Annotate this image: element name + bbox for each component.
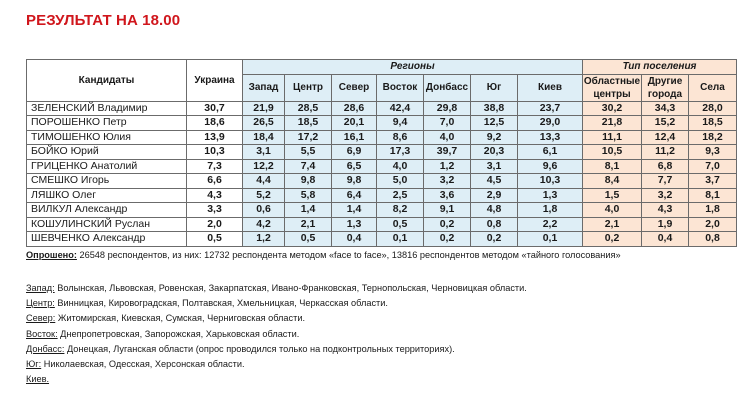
- cell-ukraine: 2,0: [187, 217, 243, 232]
- cell-region-donbass: 0,2: [424, 217, 471, 232]
- candidate-name: ГРИЦЕНКО Анатолий: [27, 159, 187, 174]
- cell-region-south: 20,3: [471, 145, 518, 160]
- candidate-name: ТИМОШЕНКО Юлия: [27, 130, 187, 145]
- cell-region-donbass: 4,0: [424, 130, 471, 145]
- cell-region-east: 42,4: [377, 101, 424, 116]
- cell-region-center: 0,5: [285, 232, 332, 247]
- cell-settlement-regional-centers: 1,5: [583, 188, 642, 203]
- candidate-name: БОЙКО Юрий: [27, 145, 187, 160]
- cell-ukraine: 4,3: [187, 188, 243, 203]
- cell-region-west: 12,2: [243, 159, 285, 174]
- cell-region-donbass: 3,2: [424, 174, 471, 189]
- cell-settlement-other-cities: 1,9: [642, 217, 689, 232]
- cell-region-south: 4,8: [471, 203, 518, 218]
- cell-settlement-villages: 8,1: [689, 188, 737, 203]
- candidate-name: ЛЯШКО Олег: [27, 188, 187, 203]
- cell-settlement-regional-centers: 11,1: [583, 130, 642, 145]
- cell-region-north: 20,1: [332, 116, 377, 131]
- cell-ukraine: 30,7: [187, 101, 243, 116]
- cell-region-kyiv: 13,3: [518, 130, 583, 145]
- header-region-south: Юг: [471, 74, 518, 101]
- cell-region-north: 1,4: [332, 203, 377, 218]
- cell-region-kyiv: 2,2: [518, 217, 583, 232]
- cell-settlement-villages: 1,8: [689, 203, 737, 218]
- table-row: [27, 159, 737, 174]
- cell-settlement-other-cities: 3,2: [642, 188, 689, 203]
- cell-region-center: 7,4: [285, 159, 332, 174]
- cell-region-donbass: 1,2: [424, 159, 471, 174]
- table-row: [27, 116, 737, 131]
- cell-settlement-villages: 0,8: [689, 232, 737, 247]
- cell-ukraine: 6,6: [187, 174, 243, 189]
- cell-region-donbass: 7,0: [424, 116, 471, 131]
- table-row: [27, 188, 737, 203]
- cell-region-west: 26,5: [243, 116, 285, 131]
- cell-settlement-other-cities: 6,8: [642, 159, 689, 174]
- region-note-label: Север:: [26, 313, 56, 324]
- region-note-label: Центр:: [26, 298, 55, 309]
- cell-region-north: 9,8: [332, 174, 377, 189]
- cell-settlement-regional-centers: 30,2: [583, 101, 642, 116]
- cell-region-donbass: 3,6: [424, 188, 471, 203]
- cell-ukraine: 18,6: [187, 116, 243, 131]
- region-note: [26, 327, 527, 342]
- candidate-name: ВИЛКУЛ Александр: [27, 203, 187, 218]
- cell-region-center: 18,5: [285, 116, 332, 131]
- header-region-north: Север: [332, 74, 377, 101]
- cell-region-kyiv: 0,1: [518, 232, 583, 247]
- cell-settlement-other-cities: 15,2: [642, 116, 689, 131]
- cell-region-east: 2,5: [377, 188, 424, 203]
- region-note-label: Киев.: [26, 374, 50, 385]
- header-region-donbass: Донбасс: [424, 74, 471, 101]
- cell-region-south: 9,2: [471, 130, 518, 145]
- cell-region-kyiv: 6,1: [518, 145, 583, 160]
- cell-settlement-regional-centers: 21,8: [583, 116, 642, 131]
- header-settlement-other-cities: Другие города: [642, 74, 689, 101]
- cell-region-east: 17,3: [377, 145, 424, 160]
- cell-settlement-villages: 2,0: [689, 217, 737, 232]
- cell-region-donbass: 9,1: [424, 203, 471, 218]
- cell-settlement-villages: 18,5: [689, 116, 737, 131]
- cell-region-west: 3,1: [243, 145, 285, 160]
- table-row: [27, 174, 737, 189]
- header-region-center: Центр: [285, 74, 332, 101]
- cell-region-east: 9,4: [377, 116, 424, 131]
- cell-region-west: 1,2: [243, 232, 285, 247]
- header-region-west: Запад: [243, 74, 285, 101]
- candidate-name: ЗЕЛЕНСКИЙ Владимир: [27, 101, 187, 116]
- cell-region-north: 1,3: [332, 217, 377, 232]
- region-note-label: Запад:: [26, 283, 55, 293]
- table-row: [27, 101, 737, 116]
- cell-ukraine: 0,5: [187, 232, 243, 247]
- survey-label: Опрошено:: [26, 250, 77, 260]
- table-row: [27, 203, 737, 218]
- cell-settlement-villages: 28,0: [689, 101, 737, 116]
- cell-region-east: 4,0: [377, 159, 424, 174]
- cell-region-north: 0,4: [332, 232, 377, 247]
- cell-region-west: 21,9: [243, 101, 285, 116]
- cell-settlement-regional-centers: 4,0: [583, 203, 642, 218]
- header-group-regions: Регионы: [243, 60, 583, 75]
- header-region-east: Восток: [377, 74, 424, 101]
- region-note-text: Винницкая, Кировоградская, Полтавская, Хмельницкая, Черкасская области.: [54, 298, 388, 309]
- cell-region-south: 38,8: [471, 101, 518, 116]
- cell-region-kyiv: 29,0: [518, 116, 583, 131]
- cell-region-west: 4,2: [243, 217, 285, 232]
- region-note-text: Донецкая, Луганская области (опрос проводился только на подконтрольных территориях).: [64, 343, 455, 354]
- cell-region-center: 1,4: [285, 203, 332, 218]
- cell-region-center: 5,5: [285, 145, 332, 160]
- cell-settlement-other-cities: 4,3: [642, 203, 689, 218]
- page-title: РЕЗУЛЬТАТ НА 18.00: [26, 12, 181, 29]
- cell-region-north: 6,9: [332, 145, 377, 160]
- region-note-label: Восток:: [26, 328, 58, 339]
- cell-region-donbass: 29,8: [424, 101, 471, 116]
- region-note-text: Житомирская, Киевская, Сумская, Черниговская области.: [55, 313, 306, 324]
- region-note-label: Юг:: [26, 359, 42, 370]
- region-note-text: Волынская, Львовская, Ровенская, Закарпатская, Ивано-Франковская, Тернопольская, Черновицкая области.: [54, 283, 527, 293]
- cell-ukraine: 13,9: [187, 130, 243, 145]
- cell-region-donbass: 39,7: [424, 145, 471, 160]
- cell-region-east: 5,0: [377, 174, 424, 189]
- region-note: [26, 311, 527, 326]
- header-settlement-villages: Села: [689, 74, 737, 101]
- cell-region-kyiv: 10,3: [518, 174, 583, 189]
- cell-region-east: 8,2: [377, 203, 424, 218]
- table-body: [27, 101, 737, 246]
- region-note: [26, 342, 527, 357]
- cell-region-center: 17,2: [285, 130, 332, 145]
- header-settlement-regional-centers: Областные центры: [583, 75, 641, 100]
- header-group-settlement: Тип поселения: [583, 60, 737, 75]
- cell-settlement-other-cities: 12,4: [642, 130, 689, 145]
- cell-region-center: 5,8: [285, 188, 332, 203]
- region-notes: [26, 281, 527, 387]
- cell-region-west: 0,6: [243, 203, 285, 218]
- cell-region-north: 6,4: [332, 188, 377, 203]
- cell-settlement-villages: 9,3: [689, 145, 737, 160]
- cell-region-center: 2,1: [285, 217, 332, 232]
- candidate-name: СМЕШКО Игорь: [27, 174, 187, 189]
- cell-region-north: 16,1: [332, 130, 377, 145]
- cell-region-kyiv: 1,8: [518, 203, 583, 218]
- cell-settlement-other-cities: 0,4: [642, 232, 689, 247]
- cell-region-center: 9,8: [285, 174, 332, 189]
- cell-region-south: 3,1: [471, 159, 518, 174]
- survey-summary: [26, 250, 621, 260]
- cell-region-south: 0,2: [471, 232, 518, 247]
- region-note: [26, 296, 527, 311]
- cell-region-kyiv: 23,7: [518, 101, 583, 116]
- cell-settlement-villages: 18,2: [689, 130, 737, 145]
- cell-region-kyiv: 1,3: [518, 188, 583, 203]
- candidate-name: ШЕВЧЕНКО Александр: [27, 232, 187, 247]
- cell-ukraine: 3,3: [187, 203, 243, 218]
- cell-settlement-other-cities: 7,7: [642, 174, 689, 189]
- cell-settlement-villages: 7,0: [689, 159, 737, 174]
- cell-settlement-regional-centers: 0,2: [583, 232, 642, 247]
- cell-settlement-regional-centers: 8,1: [583, 159, 642, 174]
- results-table: [26, 59, 737, 247]
- cell-region-east: 8,6: [377, 130, 424, 145]
- cell-region-south: 12,5: [471, 116, 518, 131]
- cell-region-west: 4,4: [243, 174, 285, 189]
- cell-region-kyiv: 9,6: [518, 159, 583, 174]
- header-candidates: Кандидаты: [27, 60, 187, 102]
- cell-region-donbass: 0,2: [424, 232, 471, 247]
- table-row: [27, 232, 737, 247]
- header-group-row: [27, 60, 737, 75]
- cell-region-east: 0,5: [377, 217, 424, 232]
- cell-region-west: 5,2: [243, 188, 285, 203]
- candidate-name: ПОРОШЕНКО Петр: [27, 116, 187, 131]
- cell-region-center: 28,5: [285, 101, 332, 116]
- region-note-text: Днепропетровская, Запорожская, Харьковская области.: [57, 328, 300, 339]
- table-row: [27, 130, 737, 145]
- cell-settlement-regional-centers: 8,4: [583, 174, 642, 189]
- region-note-text: Николаевская, Одесская, Херсонская области.: [41, 359, 245, 370]
- cell-ukraine: 7,3: [187, 159, 243, 174]
- cell-region-west: 18,4: [243, 130, 285, 145]
- survey-text: 26548 респондентов, из них: 12732 респондента методом «face to face», 13816 респондентов методом «тайного голосования»: [76, 250, 621, 260]
- table-row: [27, 145, 737, 160]
- region-note-label: Донбасс:: [26, 343, 65, 354]
- header-region-kyiv: Киев: [518, 74, 583, 101]
- region-note: [26, 372, 527, 387]
- cell-region-south: 2,9: [471, 188, 518, 203]
- cell-region-south: 4,5: [471, 174, 518, 189]
- cell-settlement-other-cities: 34,3: [642, 101, 689, 116]
- header-ukraine: Украина: [187, 60, 243, 102]
- cell-settlement-regional-centers: 2,1: [583, 217, 642, 232]
- cell-region-north: 6,5: [332, 159, 377, 174]
- cell-settlement-villages: 3,7: [689, 174, 737, 189]
- region-note: [26, 281, 527, 296]
- cell-region-south: 0,8: [471, 217, 518, 232]
- candidate-name: КОШУЛИНСКИЙ Руслан: [27, 217, 187, 232]
- cell-settlement-regional-centers: 10,5: [583, 145, 642, 160]
- region-note: [26, 357, 527, 372]
- table-row: [27, 217, 737, 232]
- cell-ukraine: 10,3: [187, 145, 243, 160]
- cell-region-east: 0,1: [377, 232, 424, 247]
- cell-settlement-other-cities: 11,2: [642, 145, 689, 160]
- cell-region-north: 28,6: [332, 101, 377, 116]
